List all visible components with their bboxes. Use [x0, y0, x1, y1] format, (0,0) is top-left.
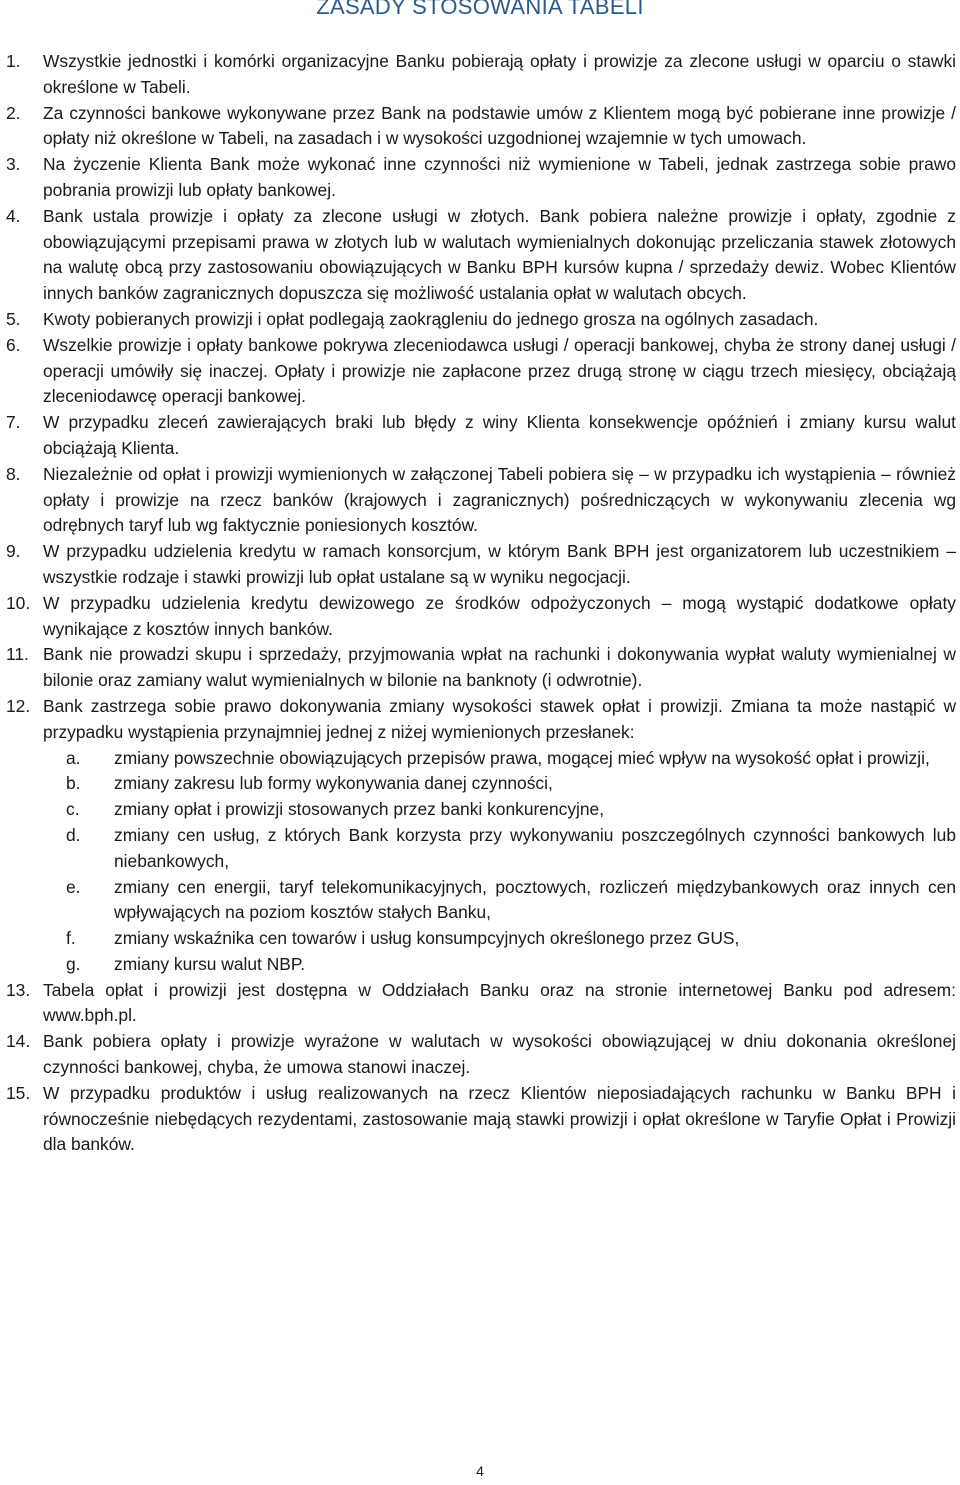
- rule-item: [6, 642, 956, 694]
- rule-text: W przypadku udzielenia kredytu dewizowego ze środków odpożyczonych – mogą wystąpić dodatkowe opłaty wynikające z kosztów innych banków.: [43, 592, 956, 639]
- premise-item: [66, 926, 956, 952]
- rule-item: [6, 591, 956, 643]
- premise-letter: g.: [66, 953, 81, 974]
- rule-text: Wszystkie jednostki i komórki organizacyjne Banku pobierają opłaty i prowizje za zlecone usługi w oparciu o stawki określone w Tabeli.: [43, 51, 956, 97]
- premise-letter: f.: [66, 928, 76, 949]
- rule-item: [6, 1081, 956, 1158]
- rule-item: [6, 333, 956, 410]
- rule-number: 5.: [6, 308, 21, 329]
- rule-text: Bank ustala prowizje i opłaty za zlecone usługi w złotych. Bank pobiera należne prowizje i opłaty, zgodnie z obowiązującymi przepisami prawa w złotych lub w walutach wymienialnych dokonując przeliczania stawek złotowych na walutę obcą przy zastosowaniu obowiązujących w Banku BPH kursów kupna / sprzedaży dewiz. Wobec Klientów innych banków zagranicznych dopuszcza się możliwość ustalania opłat w walutach obcych.: [43, 205, 956, 304]
- rule-text: W przypadku udzielenia kredytu w ramach konsorcjum, w którym Bank BPH jest organizatorem lub uczestnikiem – wszystkie rodzaje i stawki prowizji lub opłat ustalane są w wyniku negocjacji.: [43, 541, 956, 587]
- rule-item: [6, 1029, 956, 1081]
- rule-number: 15.: [6, 1082, 31, 1103]
- rule-number: 1.: [6, 51, 21, 71]
- rule-number: 7.: [6, 412, 21, 433]
- rule-item: [6, 49, 956, 101]
- rule-number: 3.: [6, 154, 21, 175]
- rule-item: [6, 307, 956, 333]
- premise-text: zmiany zakresu lub formy wykonywania danej czynności,: [114, 773, 553, 794]
- rule-text: Bank nie prowadzi skupu i sprzedaży, przyjmowania wpłat na rachunki i dokonywania wypłat waluty wymienialnej w bilonie oraz zamiany walut wymienialnych w bilonie na banknoty (i odwrotnie).: [43, 644, 956, 691]
- rule-item: [6, 694, 956, 746]
- rule-item: [6, 152, 956, 204]
- rule-number: 14.: [6, 1031, 31, 1052]
- rule-text: Bank zastrzega sobie prawo dokonywania zmiany wysokości stawek opłat i prowizji. Zmiana ta może nastąpić w przypadku wystąpienia przynajmniej jednej z niżej wymienionych przesłanek:: [43, 695, 956, 742]
- rule-number: 11.: [6, 644, 29, 665]
- rule-text: Na życzenie Klienta Bank może wykonać inne czynności niż wymienione w Tabeli, jednak zastrzega sobie prawo pobrania prowizji lub opłaty bankowej.: [43, 154, 956, 200]
- rule-text: W przypadku zleceń zawierających braki lub błędy z winy Klienta konsekwencje opóźnień i zmiany kursu walut obciążają Klienta.: [43, 412, 956, 458]
- premise-text: zmiany cen usług, z których Bank korzysta przy wykonywaniu poszczególnych czynności bankowych lub niebankowych,: [114, 824, 956, 871]
- rule-number: 6.: [6, 334, 21, 355]
- rule-text: W przypadku produktów i usług realizowanych na rzecz Klientów nieposiadających rachunku w Banku BPH i równocześnie niebędących rezydentami, zastosowanie mają stawki prowizji i opłat określone w Taryfie Opłat i Prowizji dla banków.: [43, 1082, 956, 1155]
- rule-number: 4.: [6, 205, 21, 226]
- rule-item: [6, 101, 956, 153]
- rule-number: 12.: [6, 695, 31, 716]
- premise-text: zmiany powszechnie obowiązujących przepisów prawa, mogącej mieć wpływ na wysokość opłat i prowizji,: [114, 747, 930, 768]
- rule-item: [6, 462, 956, 539]
- page-title: ZASADY STOSOWANIA TABELI: [316, 0, 644, 19]
- rule-number: 13.: [6, 979, 31, 1000]
- premise-item: [66, 797, 956, 823]
- rule-text: Wszelkie prowizje i opłaty bankowe pokrywa zleceniodawca usługi / operacji bankowej, chyba że strony danej usługi / operacji umówiły się inaczej. Opłaty i prowizje nie zapłacone przez drugą stronę w ciągu trzech miesięcy, obciążają zleceniodawcę operacji bankowej.: [43, 334, 956, 407]
- premise-letter: b.: [66, 773, 81, 794]
- rule-item: [6, 204, 956, 307]
- rule-text: Bank pobiera opłaty i prowizje wyrażone w walutach w wysokości obowiązującej w dniu dokonania określonej czynności bankowej, chyba, że umowa stanowi inaczej.: [43, 1031, 956, 1078]
- premise-item: [66, 746, 956, 772]
- premise-text: zmiany kursu walut NBP.: [114, 953, 306, 974]
- premise-letter: a.: [66, 747, 81, 768]
- rule-number: 8.: [6, 463, 21, 484]
- premise-letter: e.: [66, 876, 81, 897]
- premise-letter: c.: [66, 799, 80, 820]
- premise-item: [66, 952, 956, 978]
- rule-text: Kwoty pobieranych prowizji i opłat podlegają zaokrągleniu do jednego grosza na ogólnych zasadach.: [43, 308, 819, 329]
- premise-item: [66, 875, 956, 927]
- rule-text: Niezależnie od opłat i prowizji wymienionych w załączonej Tabeli pobiera się – w przypadku ich wystąpienia – również opłaty i prowizje na rzecz banków (krajowych i zagranicznych) pośredniczących w wykonywaniu zlecenia wg odrębnych taryf lub wg faktycznie poniesionych kosztów.: [43, 463, 956, 536]
- rule-item: [6, 978, 956, 1030]
- premise-item: [66, 823, 956, 875]
- rule-item: [6, 539, 956, 591]
- rule-text: Tabela opłat i prowizji jest dostępna w Oddziałach Banku oraz na stronie internetowej Banku pod adresem: www.bph.pl.: [43, 979, 956, 1026]
- premise-letter: d.: [66, 824, 81, 845]
- rule-number: 10.: [6, 592, 31, 613]
- rule-number: 2.: [6, 102, 21, 123]
- rule-number: 9.: [6, 541, 21, 562]
- premise-text: zmiany wskaźnika cen towarów i usług konsumpcyjnych określonego przez GUS,: [114, 928, 740, 949]
- page-number: 4: [476, 1463, 484, 1479]
- rule-item: [6, 410, 956, 462]
- rules-list: [6, 49, 956, 1158]
- rule-text: Za czynności bankowe wykonywane przez Bank na podstawie umów z Klientem mogą być pobierane inne prowizje / opłaty niż określone w Tabeli, na zasadach i w wysokości uzgodnionej wzajemnie w tych umowach.: [43, 102, 956, 149]
- premise-text: zmiany opłat i prowizji stosowanych przez banki konkurencyjne,: [114, 799, 605, 820]
- premise-text: zmiany cen energii, taryf telekomunikacyjnych, pocztowych, rozliczeń międzybankowych oraz innych cen wpływających na poziom kosztów stałych Banku,: [114, 876, 956, 923]
- premise-item: [66, 771, 956, 797]
